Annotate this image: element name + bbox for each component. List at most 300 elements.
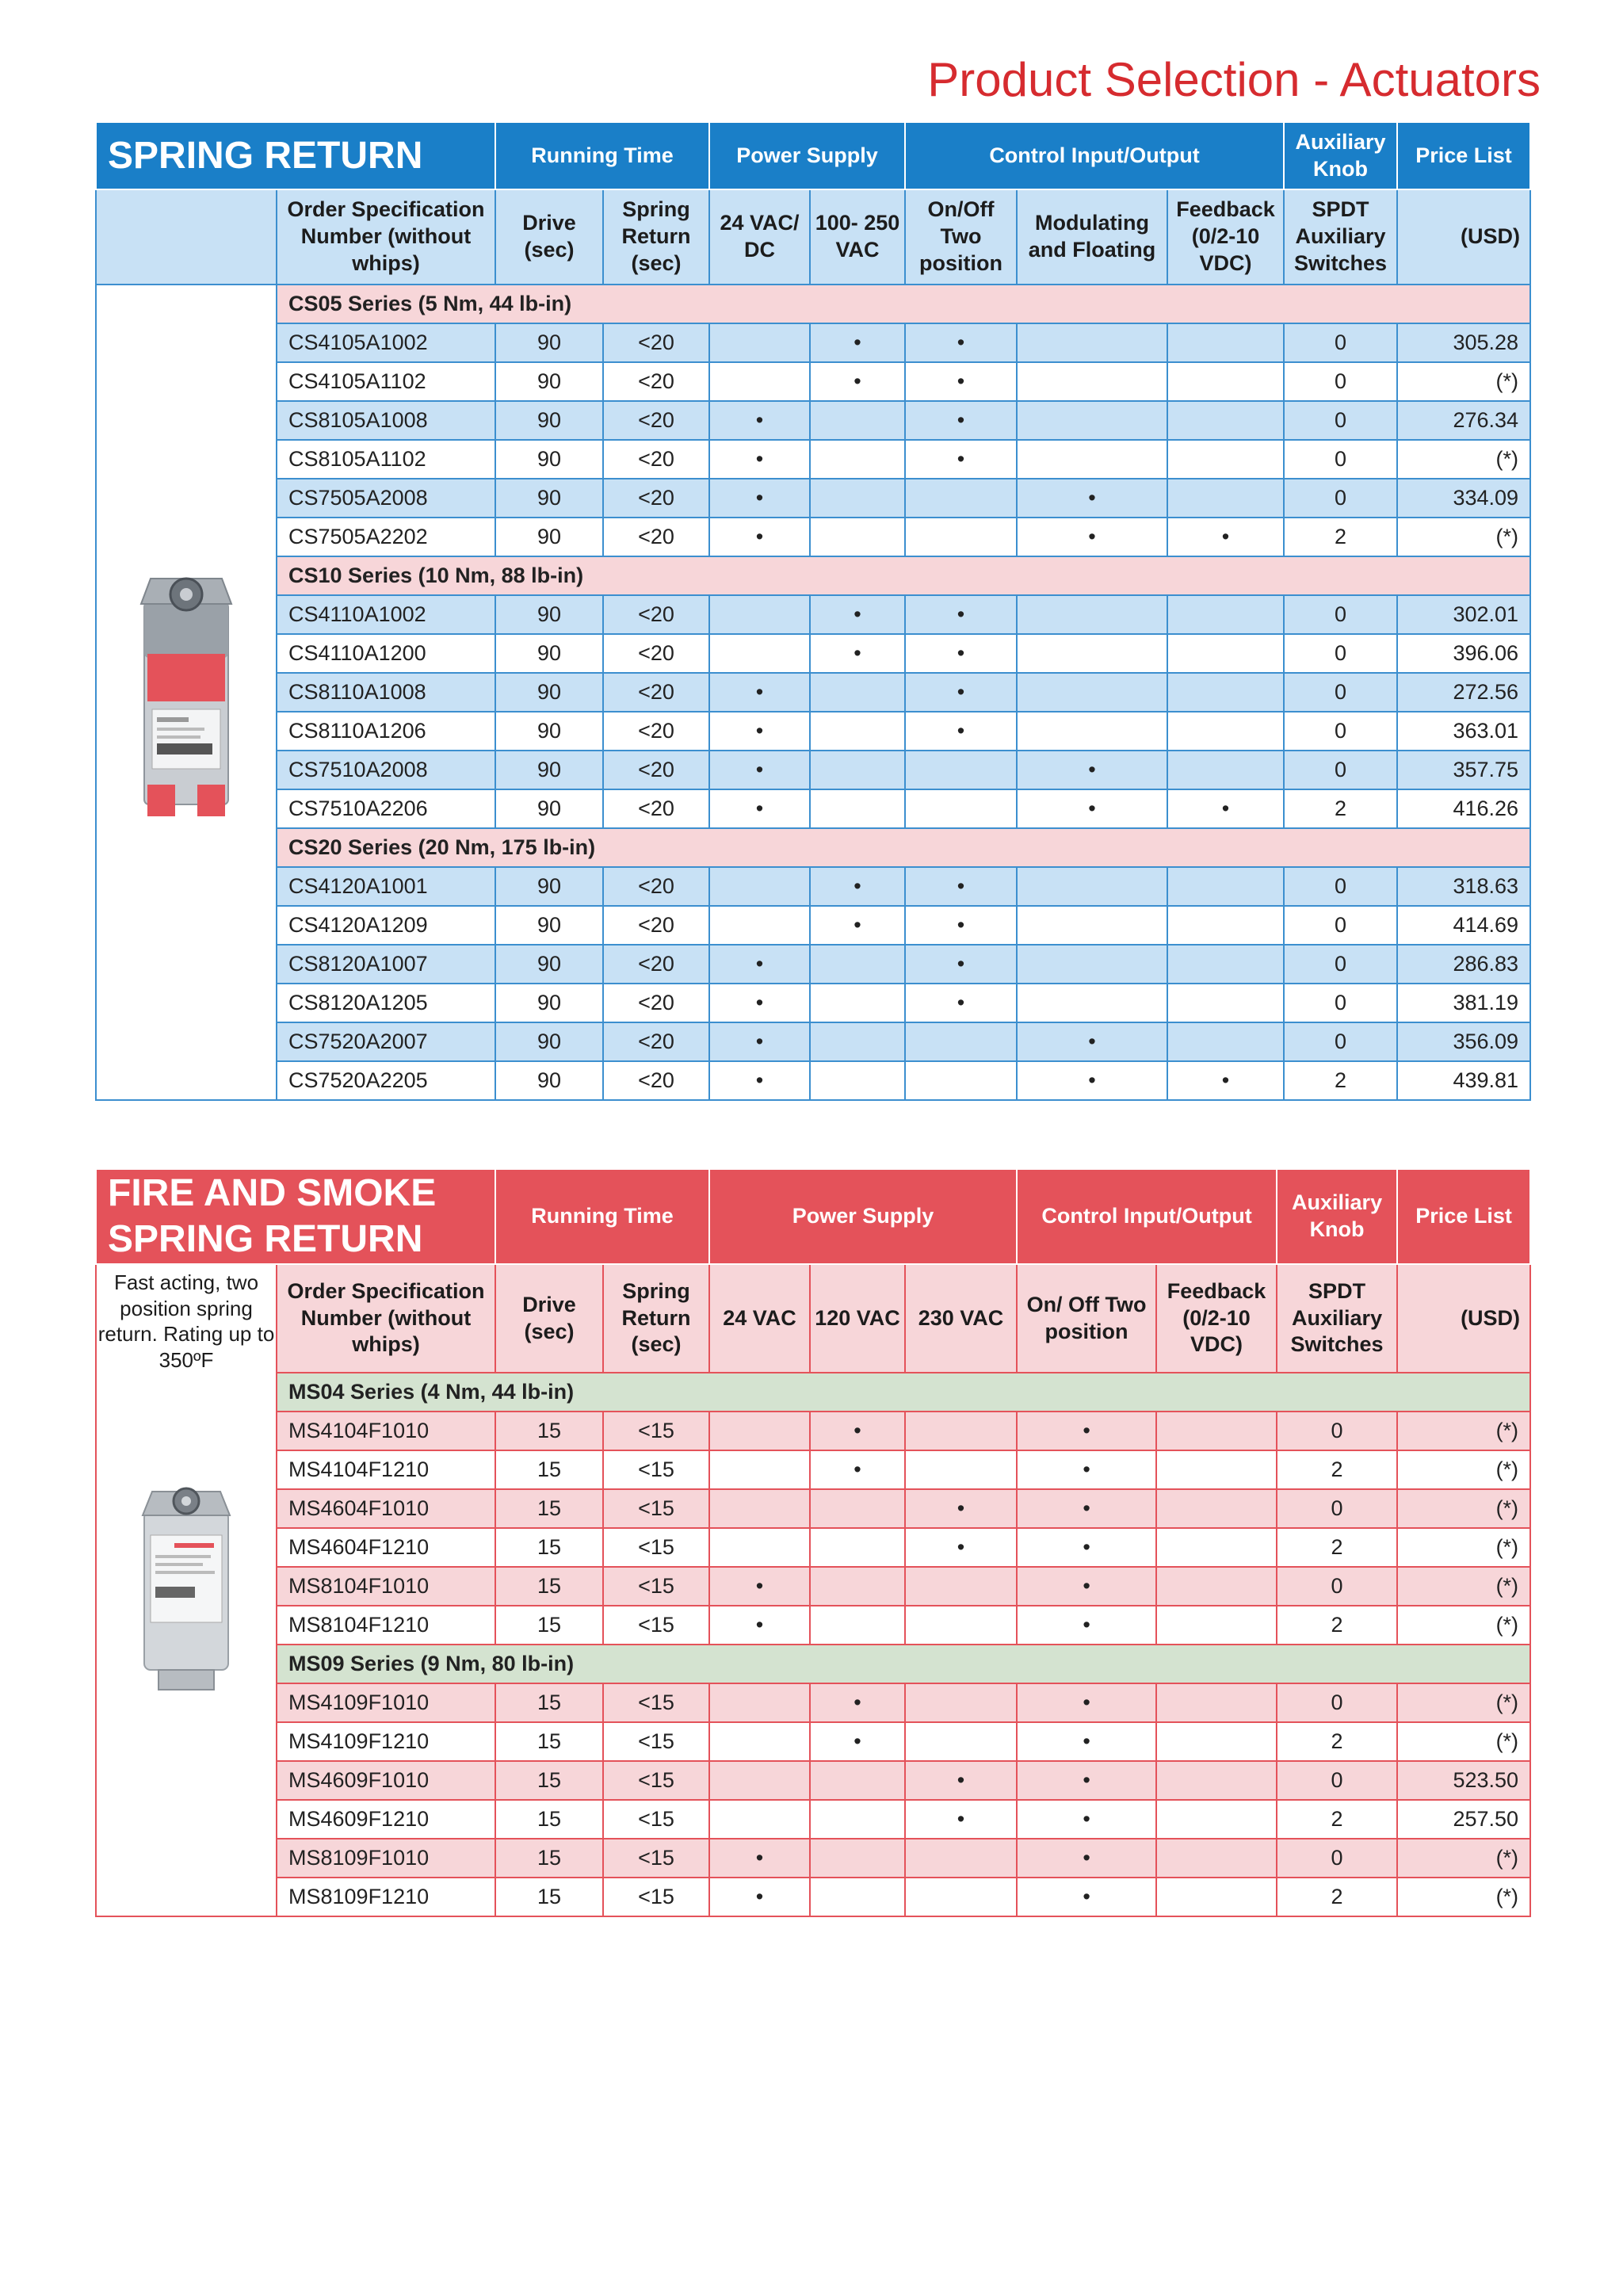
power-100-250vac bbox=[810, 751, 905, 789]
series-label: CS10 Series (10 Nm, 88 lb-in) bbox=[277, 556, 1530, 595]
order-code: CS8105A1102 bbox=[277, 440, 495, 479]
control-feedback bbox=[1156, 1528, 1277, 1567]
series-label: CS05 Series (5 Nm, 44 lb-in) bbox=[277, 285, 1530, 323]
power-230vac bbox=[905, 1839, 1017, 1878]
power-24vac: • bbox=[709, 1567, 810, 1606]
power-230vac bbox=[905, 1878, 1017, 1916]
control-on-off: • bbox=[1017, 1839, 1156, 1878]
spdt-count: 0 bbox=[1284, 323, 1397, 362]
order-code: MS4609F1210 bbox=[277, 1800, 495, 1839]
power-100-250vac bbox=[810, 401, 905, 440]
spdt-count: 0 bbox=[1284, 479, 1397, 518]
col-usd: (USD) bbox=[1397, 1264, 1530, 1373]
power-24vac-dc bbox=[709, 867, 810, 906]
spring-return-sec: <20 bbox=[603, 401, 709, 440]
spring-return-sec: <15 bbox=[603, 1528, 709, 1567]
table-row bbox=[96, 1683, 1530, 1722]
page-title: Product Selection - Actuators bbox=[927, 53, 1541, 106]
order-code: MS4604F1010 bbox=[277, 1489, 495, 1528]
spring-return-sec: <15 bbox=[603, 1722, 709, 1761]
order-code: CS7510A2206 bbox=[277, 789, 495, 828]
power-100-250vac bbox=[810, 440, 905, 479]
order-code: MS4104F1210 bbox=[277, 1450, 495, 1489]
blank-header-cell bbox=[96, 189, 277, 285]
order-code: CS4120A1001 bbox=[277, 867, 495, 906]
product-image-cell bbox=[96, 1373, 277, 1916]
fire-description: Fast acting, two position spring return. Rating up to 350ºF bbox=[96, 1264, 277, 1373]
spring-group-header-row bbox=[96, 122, 1530, 189]
table-row bbox=[96, 1567, 1530, 1606]
control-on-off: • bbox=[905, 362, 1017, 401]
spring-return-sec: <20 bbox=[603, 945, 709, 984]
power-230vac bbox=[905, 1412, 1017, 1450]
drive-sec: 90 bbox=[495, 634, 603, 673]
control-feedback bbox=[1156, 1722, 1277, 1761]
control-feedback bbox=[1167, 595, 1284, 634]
control-on-off: • bbox=[1017, 1878, 1156, 1916]
drive-sec: 90 bbox=[495, 323, 603, 362]
control-on-off bbox=[905, 518, 1017, 556]
col-spdt: SPDT Auxiliary Switches bbox=[1277, 1264, 1397, 1373]
group-aux-knob: Auxiliary Knob bbox=[1277, 1169, 1397, 1264]
spdt-count: 2 bbox=[1277, 1878, 1397, 1916]
power-24vac-dc: • bbox=[709, 479, 810, 518]
spring-return-sec: <20 bbox=[603, 362, 709, 401]
control-on-off: • bbox=[1017, 1761, 1156, 1800]
table-row bbox=[96, 906, 1530, 945]
col-order-spec: Order Specification Number (without whips) bbox=[277, 1264, 495, 1373]
spdt-count: 0 bbox=[1277, 1412, 1397, 1450]
price-usd: 363.01 bbox=[1397, 712, 1530, 751]
col-spring-return: Spring Return (sec) bbox=[603, 1264, 709, 1373]
power-100-250vac: • bbox=[810, 595, 905, 634]
power-24vac-dc: • bbox=[709, 518, 810, 556]
order-code: MS4104F1010 bbox=[277, 1412, 495, 1450]
table-row bbox=[96, 1761, 1530, 1800]
control-modulating: • bbox=[1017, 518, 1167, 556]
power-100-250vac bbox=[810, 945, 905, 984]
control-feedback bbox=[1156, 1489, 1277, 1528]
control-on-off bbox=[905, 789, 1017, 828]
price-usd: 356.09 bbox=[1397, 1022, 1530, 1061]
power-24vac bbox=[709, 1528, 810, 1567]
order-code: MS8109F1010 bbox=[277, 1839, 495, 1878]
col-usd: (USD) bbox=[1397, 189, 1530, 285]
power-120vac bbox=[810, 1839, 905, 1878]
group-running-time: Running Time bbox=[495, 122, 709, 189]
control-feedback bbox=[1156, 1800, 1277, 1839]
price-usd: 416.26 bbox=[1397, 789, 1530, 828]
power-100-250vac bbox=[810, 1061, 905, 1100]
power-24vac-dc: • bbox=[709, 673, 810, 712]
order-code: CS8110A1008 bbox=[277, 673, 495, 712]
power-24vac bbox=[709, 1722, 810, 1761]
spdt-count: 0 bbox=[1277, 1761, 1397, 1800]
control-on-off: • bbox=[905, 712, 1017, 751]
spdt-count: 2 bbox=[1284, 1061, 1397, 1100]
control-modulating bbox=[1017, 595, 1167, 634]
control-feedback bbox=[1167, 440, 1284, 479]
control-feedback bbox=[1156, 1567, 1277, 1606]
control-on-off: • bbox=[905, 984, 1017, 1022]
spdt-count: 0 bbox=[1284, 984, 1397, 1022]
spdt-count: 0 bbox=[1284, 440, 1397, 479]
power-100-250vac: • bbox=[810, 906, 905, 945]
control-on-off bbox=[905, 751, 1017, 789]
fire-smoke-title bbox=[96, 1169, 495, 1264]
power-24vac bbox=[709, 1683, 810, 1722]
power-100-250vac: • bbox=[810, 362, 905, 401]
spdt-count: 0 bbox=[1277, 1489, 1397, 1528]
drive-sec: 90 bbox=[495, 789, 603, 828]
product-image-cell bbox=[96, 285, 277, 1100]
control-feedback bbox=[1156, 1450, 1277, 1489]
power-100-250vac: • bbox=[810, 634, 905, 673]
drive-sec: 15 bbox=[495, 1878, 603, 1916]
drive-sec: 15 bbox=[495, 1683, 603, 1722]
power-24vac bbox=[709, 1450, 810, 1489]
control-on-off: • bbox=[1017, 1528, 1156, 1567]
control-modulating bbox=[1017, 323, 1167, 362]
price-usd: (*) bbox=[1397, 440, 1530, 479]
price-usd: 272.56 bbox=[1397, 673, 1530, 712]
order-code: CS4110A1002 bbox=[277, 595, 495, 634]
group-power-supply: Power Supply bbox=[709, 1169, 1017, 1264]
power-100-250vac bbox=[810, 1022, 905, 1061]
series-label: MS04 Series (4 Nm, 44 lb-in) bbox=[277, 1373, 1530, 1412]
price-usd: 439.81 bbox=[1397, 1061, 1530, 1100]
table-row bbox=[96, 712, 1530, 751]
col-230vac: 230 VAC bbox=[905, 1264, 1017, 1373]
control-on-off: • bbox=[905, 867, 1017, 906]
fire-group-header-row bbox=[96, 1169, 1530, 1264]
power-24vac-dc: • bbox=[709, 1061, 810, 1100]
table-row bbox=[96, 1839, 1530, 1878]
group-control-io: Control Input/Output bbox=[1017, 1169, 1277, 1264]
control-feedback bbox=[1167, 673, 1284, 712]
power-120vac: • bbox=[810, 1722, 905, 1761]
control-feedback bbox=[1156, 1839, 1277, 1878]
power-100-250vac bbox=[810, 789, 905, 828]
order-code: MS4109F1010 bbox=[277, 1683, 495, 1722]
power-24vac-dc: • bbox=[709, 401, 810, 440]
control-modulating bbox=[1017, 945, 1167, 984]
table-row bbox=[96, 984, 1530, 1022]
control-modulating bbox=[1017, 401, 1167, 440]
spring-return-sec: <20 bbox=[603, 751, 709, 789]
power-24vac bbox=[709, 1800, 810, 1839]
control-modulating: • bbox=[1017, 789, 1167, 828]
power-230vac: • bbox=[905, 1489, 1017, 1528]
control-on-off: • bbox=[1017, 1800, 1156, 1839]
table-row bbox=[96, 1489, 1530, 1528]
table-row bbox=[96, 479, 1530, 518]
control-feedback bbox=[1167, 401, 1284, 440]
spring-return-sec: <15 bbox=[603, 1839, 709, 1878]
drive-sec: 90 bbox=[495, 401, 603, 440]
control-on-off: • bbox=[905, 945, 1017, 984]
control-modulating bbox=[1017, 867, 1167, 906]
control-on-off: • bbox=[1017, 1683, 1156, 1722]
control-feedback bbox=[1156, 1878, 1277, 1916]
spring-return-sec: <20 bbox=[603, 440, 709, 479]
series-row bbox=[96, 285, 1530, 323]
control-feedback: • bbox=[1167, 789, 1284, 828]
col-24vac: 24 VAC bbox=[709, 1264, 810, 1373]
spdt-count: 0 bbox=[1284, 634, 1397, 673]
col-on-off: On/ Off Two position bbox=[1017, 1264, 1156, 1373]
control-feedback bbox=[1167, 362, 1284, 401]
price-usd: 257.50 bbox=[1397, 1800, 1530, 1839]
control-on-off bbox=[905, 1061, 1017, 1100]
power-24vac-dc: • bbox=[709, 789, 810, 828]
spdt-count: 2 bbox=[1277, 1528, 1397, 1567]
group-aux-knob: Auxiliary Knob bbox=[1284, 122, 1397, 189]
spring-return-sec: <20 bbox=[603, 673, 709, 712]
power-230vac: • bbox=[905, 1761, 1017, 1800]
control-on-off: • bbox=[905, 906, 1017, 945]
power-230vac bbox=[905, 1567, 1017, 1606]
power-24vac-dc bbox=[709, 362, 810, 401]
control-on-off: • bbox=[1017, 1489, 1156, 1528]
control-modulating bbox=[1017, 712, 1167, 751]
spdt-count: 0 bbox=[1284, 673, 1397, 712]
control-feedback bbox=[1156, 1683, 1277, 1722]
control-feedback bbox=[1167, 945, 1284, 984]
table-row bbox=[96, 1450, 1530, 1489]
power-230vac bbox=[905, 1722, 1017, 1761]
table-row bbox=[96, 440, 1530, 479]
drive-sec: 15 bbox=[495, 1800, 603, 1839]
control-on-off: • bbox=[905, 440, 1017, 479]
power-100-250vac bbox=[810, 984, 905, 1022]
power-24vac-dc bbox=[709, 595, 810, 634]
spdt-count: 0 bbox=[1284, 401, 1397, 440]
spring-return-sec: <15 bbox=[603, 1606, 709, 1645]
spring-return-sec: <20 bbox=[603, 789, 709, 828]
control-modulating bbox=[1017, 906, 1167, 945]
price-usd: (*) bbox=[1397, 1839, 1530, 1878]
price-usd: 286.83 bbox=[1397, 945, 1530, 984]
col-on-off: On/Off Two position bbox=[905, 189, 1017, 285]
drive-sec: 15 bbox=[495, 1489, 603, 1528]
order-code: CS8120A1205 bbox=[277, 984, 495, 1022]
order-code: MS8109F1210 bbox=[277, 1878, 495, 1916]
table-row bbox=[96, 673, 1530, 712]
power-120vac bbox=[810, 1489, 905, 1528]
control-modulating bbox=[1017, 362, 1167, 401]
spdt-count: 0 bbox=[1277, 1839, 1397, 1878]
power-230vac bbox=[905, 1450, 1017, 1489]
order-code: CS8120A1007 bbox=[277, 945, 495, 984]
control-feedback bbox=[1167, 751, 1284, 789]
table-row bbox=[96, 595, 1530, 634]
power-24vac-dc: • bbox=[709, 751, 810, 789]
spring-return-sec: <20 bbox=[603, 634, 709, 673]
drive-sec: 90 bbox=[495, 440, 603, 479]
price-usd: 318.63 bbox=[1397, 867, 1530, 906]
ms-actuator-image bbox=[127, 1468, 246, 1698]
spring-return-sec: <15 bbox=[603, 1800, 709, 1839]
table-row bbox=[96, 634, 1530, 673]
power-120vac bbox=[810, 1567, 905, 1606]
power-24vac-dc bbox=[709, 634, 810, 673]
order-code: MS8104F1210 bbox=[277, 1606, 495, 1645]
power-120vac bbox=[810, 1606, 905, 1645]
spring-return-sec: <20 bbox=[603, 867, 709, 906]
drive-sec: 90 bbox=[495, 945, 603, 984]
power-24vac bbox=[709, 1489, 810, 1528]
table-row bbox=[96, 1528, 1530, 1567]
group-running-time: Running Time bbox=[495, 1169, 709, 1264]
price-usd: 357.75 bbox=[1397, 751, 1530, 789]
drive-sec: 15 bbox=[495, 1412, 603, 1450]
control-feedback bbox=[1167, 634, 1284, 673]
price-usd: (*) bbox=[1397, 518, 1530, 556]
power-120vac bbox=[810, 1528, 905, 1567]
control-on-off: • bbox=[905, 673, 1017, 712]
price-usd: (*) bbox=[1397, 1722, 1530, 1761]
control-modulating: • bbox=[1017, 1061, 1167, 1100]
table-row bbox=[96, 1878, 1530, 1916]
spring-return-sec: <20 bbox=[603, 518, 709, 556]
drive-sec: 90 bbox=[495, 751, 603, 789]
drive-sec: 90 bbox=[495, 673, 603, 712]
power-24vac-dc bbox=[709, 906, 810, 945]
order-code: CS4110A1200 bbox=[277, 634, 495, 673]
power-100-250vac bbox=[810, 712, 905, 751]
group-price-list: Price List bbox=[1397, 122, 1530, 189]
power-230vac bbox=[905, 1606, 1017, 1645]
power-100-250vac bbox=[810, 518, 905, 556]
price-usd: (*) bbox=[1397, 1450, 1530, 1489]
power-230vac bbox=[905, 1683, 1017, 1722]
drive-sec: 15 bbox=[495, 1722, 603, 1761]
drive-sec: 90 bbox=[495, 984, 603, 1022]
spdt-count: 2 bbox=[1277, 1800, 1397, 1839]
spring-return-sec: <20 bbox=[603, 712, 709, 751]
price-usd: (*) bbox=[1397, 362, 1530, 401]
spdt-count: 2 bbox=[1284, 789, 1397, 828]
order-code: CS7520A2007 bbox=[277, 1022, 495, 1061]
control-on-off: • bbox=[905, 401, 1017, 440]
col-feedback: Feedback (0/2-10 VDC) bbox=[1167, 189, 1284, 285]
control-on-off: • bbox=[1017, 1722, 1156, 1761]
spring-return-sec: <20 bbox=[603, 906, 709, 945]
spdt-count: 0 bbox=[1277, 1683, 1397, 1722]
spring-return-sec: <15 bbox=[603, 1878, 709, 1916]
control-on-off bbox=[905, 1022, 1017, 1061]
control-on-off: • bbox=[1017, 1412, 1156, 1450]
power-100-250vac: • bbox=[810, 323, 905, 362]
fire-smoke-table bbox=[95, 1168, 1531, 1917]
order-code: MS8104F1010 bbox=[277, 1567, 495, 1606]
spring-return-sec: <20 bbox=[603, 595, 709, 634]
control-modulating bbox=[1017, 440, 1167, 479]
price-usd: 381.19 bbox=[1397, 984, 1530, 1022]
power-120vac bbox=[810, 1800, 905, 1839]
price-usd: 305.28 bbox=[1397, 323, 1530, 362]
drive-sec: 15 bbox=[495, 1606, 603, 1645]
col-drive: Drive (sec) bbox=[495, 189, 603, 285]
spdt-count: 0 bbox=[1284, 595, 1397, 634]
col-order-spec: Order Specification Number (without whips) bbox=[277, 189, 495, 285]
col-spdt: SPDT Auxiliary Switches bbox=[1284, 189, 1397, 285]
order-code: CS7505A2202 bbox=[277, 518, 495, 556]
control-feedback bbox=[1167, 984, 1284, 1022]
table-row bbox=[96, 323, 1530, 362]
price-usd: (*) bbox=[1397, 1683, 1530, 1722]
power-24vac: • bbox=[709, 1606, 810, 1645]
spdt-count: 0 bbox=[1277, 1567, 1397, 1606]
control-feedback: • bbox=[1167, 518, 1284, 556]
power-24vac bbox=[709, 1761, 810, 1800]
col-100-250vac: 100- 250 VAC bbox=[810, 189, 905, 285]
series-row bbox=[96, 556, 1530, 595]
power-24vac-dc: • bbox=[709, 984, 810, 1022]
order-code: CS7520A2205 bbox=[277, 1061, 495, 1100]
spring-return-sec: <15 bbox=[603, 1489, 709, 1528]
spring-return-sec: <20 bbox=[603, 323, 709, 362]
table-row bbox=[96, 867, 1530, 906]
control-modulating: • bbox=[1017, 479, 1167, 518]
power-120vac bbox=[810, 1761, 905, 1800]
drive-sec: 90 bbox=[495, 595, 603, 634]
spring-return-sec: <20 bbox=[603, 1061, 709, 1100]
table-row bbox=[96, 1412, 1530, 1450]
table-row bbox=[96, 1022, 1530, 1061]
power-100-250vac bbox=[810, 479, 905, 518]
table-row bbox=[96, 401, 1530, 440]
group-control-io: Control Input/Output bbox=[905, 122, 1284, 189]
control-modulating: • bbox=[1017, 1022, 1167, 1061]
col-feedback: Feedback (0/2-10 VDC) bbox=[1156, 1264, 1277, 1373]
spring-return-sec: <20 bbox=[603, 479, 709, 518]
price-usd: 276.34 bbox=[1397, 401, 1530, 440]
spring-return-sec: <20 bbox=[603, 984, 709, 1022]
spdt-count: 0 bbox=[1284, 751, 1397, 789]
table-row bbox=[96, 1061, 1530, 1100]
drive-sec: 15 bbox=[495, 1839, 603, 1878]
price-usd: (*) bbox=[1397, 1606, 1530, 1645]
table-row bbox=[96, 789, 1530, 828]
order-code: CS8105A1008 bbox=[277, 401, 495, 440]
drive-sec: 15 bbox=[495, 1528, 603, 1567]
power-24vac-dc: • bbox=[709, 1022, 810, 1061]
cs-actuator-image bbox=[127, 547, 246, 832]
spdt-count: 0 bbox=[1284, 712, 1397, 751]
drive-sec: 15 bbox=[495, 1567, 603, 1606]
control-on-off: • bbox=[905, 634, 1017, 673]
col-drive: Drive (sec) bbox=[495, 1264, 603, 1373]
control-on-off: • bbox=[905, 323, 1017, 362]
order-code: MS4109F1210 bbox=[277, 1722, 495, 1761]
power-100-250vac: • bbox=[810, 867, 905, 906]
series-row bbox=[96, 1645, 1530, 1683]
col-24vac-dc: 24 VAC/ DC bbox=[709, 189, 810, 285]
power-24vac-dc: • bbox=[709, 945, 810, 984]
series-label: CS20 Series (20 Nm, 175 lb-in) bbox=[277, 828, 1530, 867]
price-usd: 396.06 bbox=[1397, 634, 1530, 673]
drive-sec: 90 bbox=[495, 479, 603, 518]
power-24vac-dc bbox=[709, 323, 810, 362]
control-feedback bbox=[1167, 323, 1284, 362]
control-modulating bbox=[1017, 673, 1167, 712]
price-usd: (*) bbox=[1397, 1489, 1530, 1528]
power-100-250vac bbox=[810, 673, 905, 712]
power-230vac: • bbox=[905, 1528, 1017, 1567]
spring-return-sec: <20 bbox=[603, 1022, 709, 1061]
